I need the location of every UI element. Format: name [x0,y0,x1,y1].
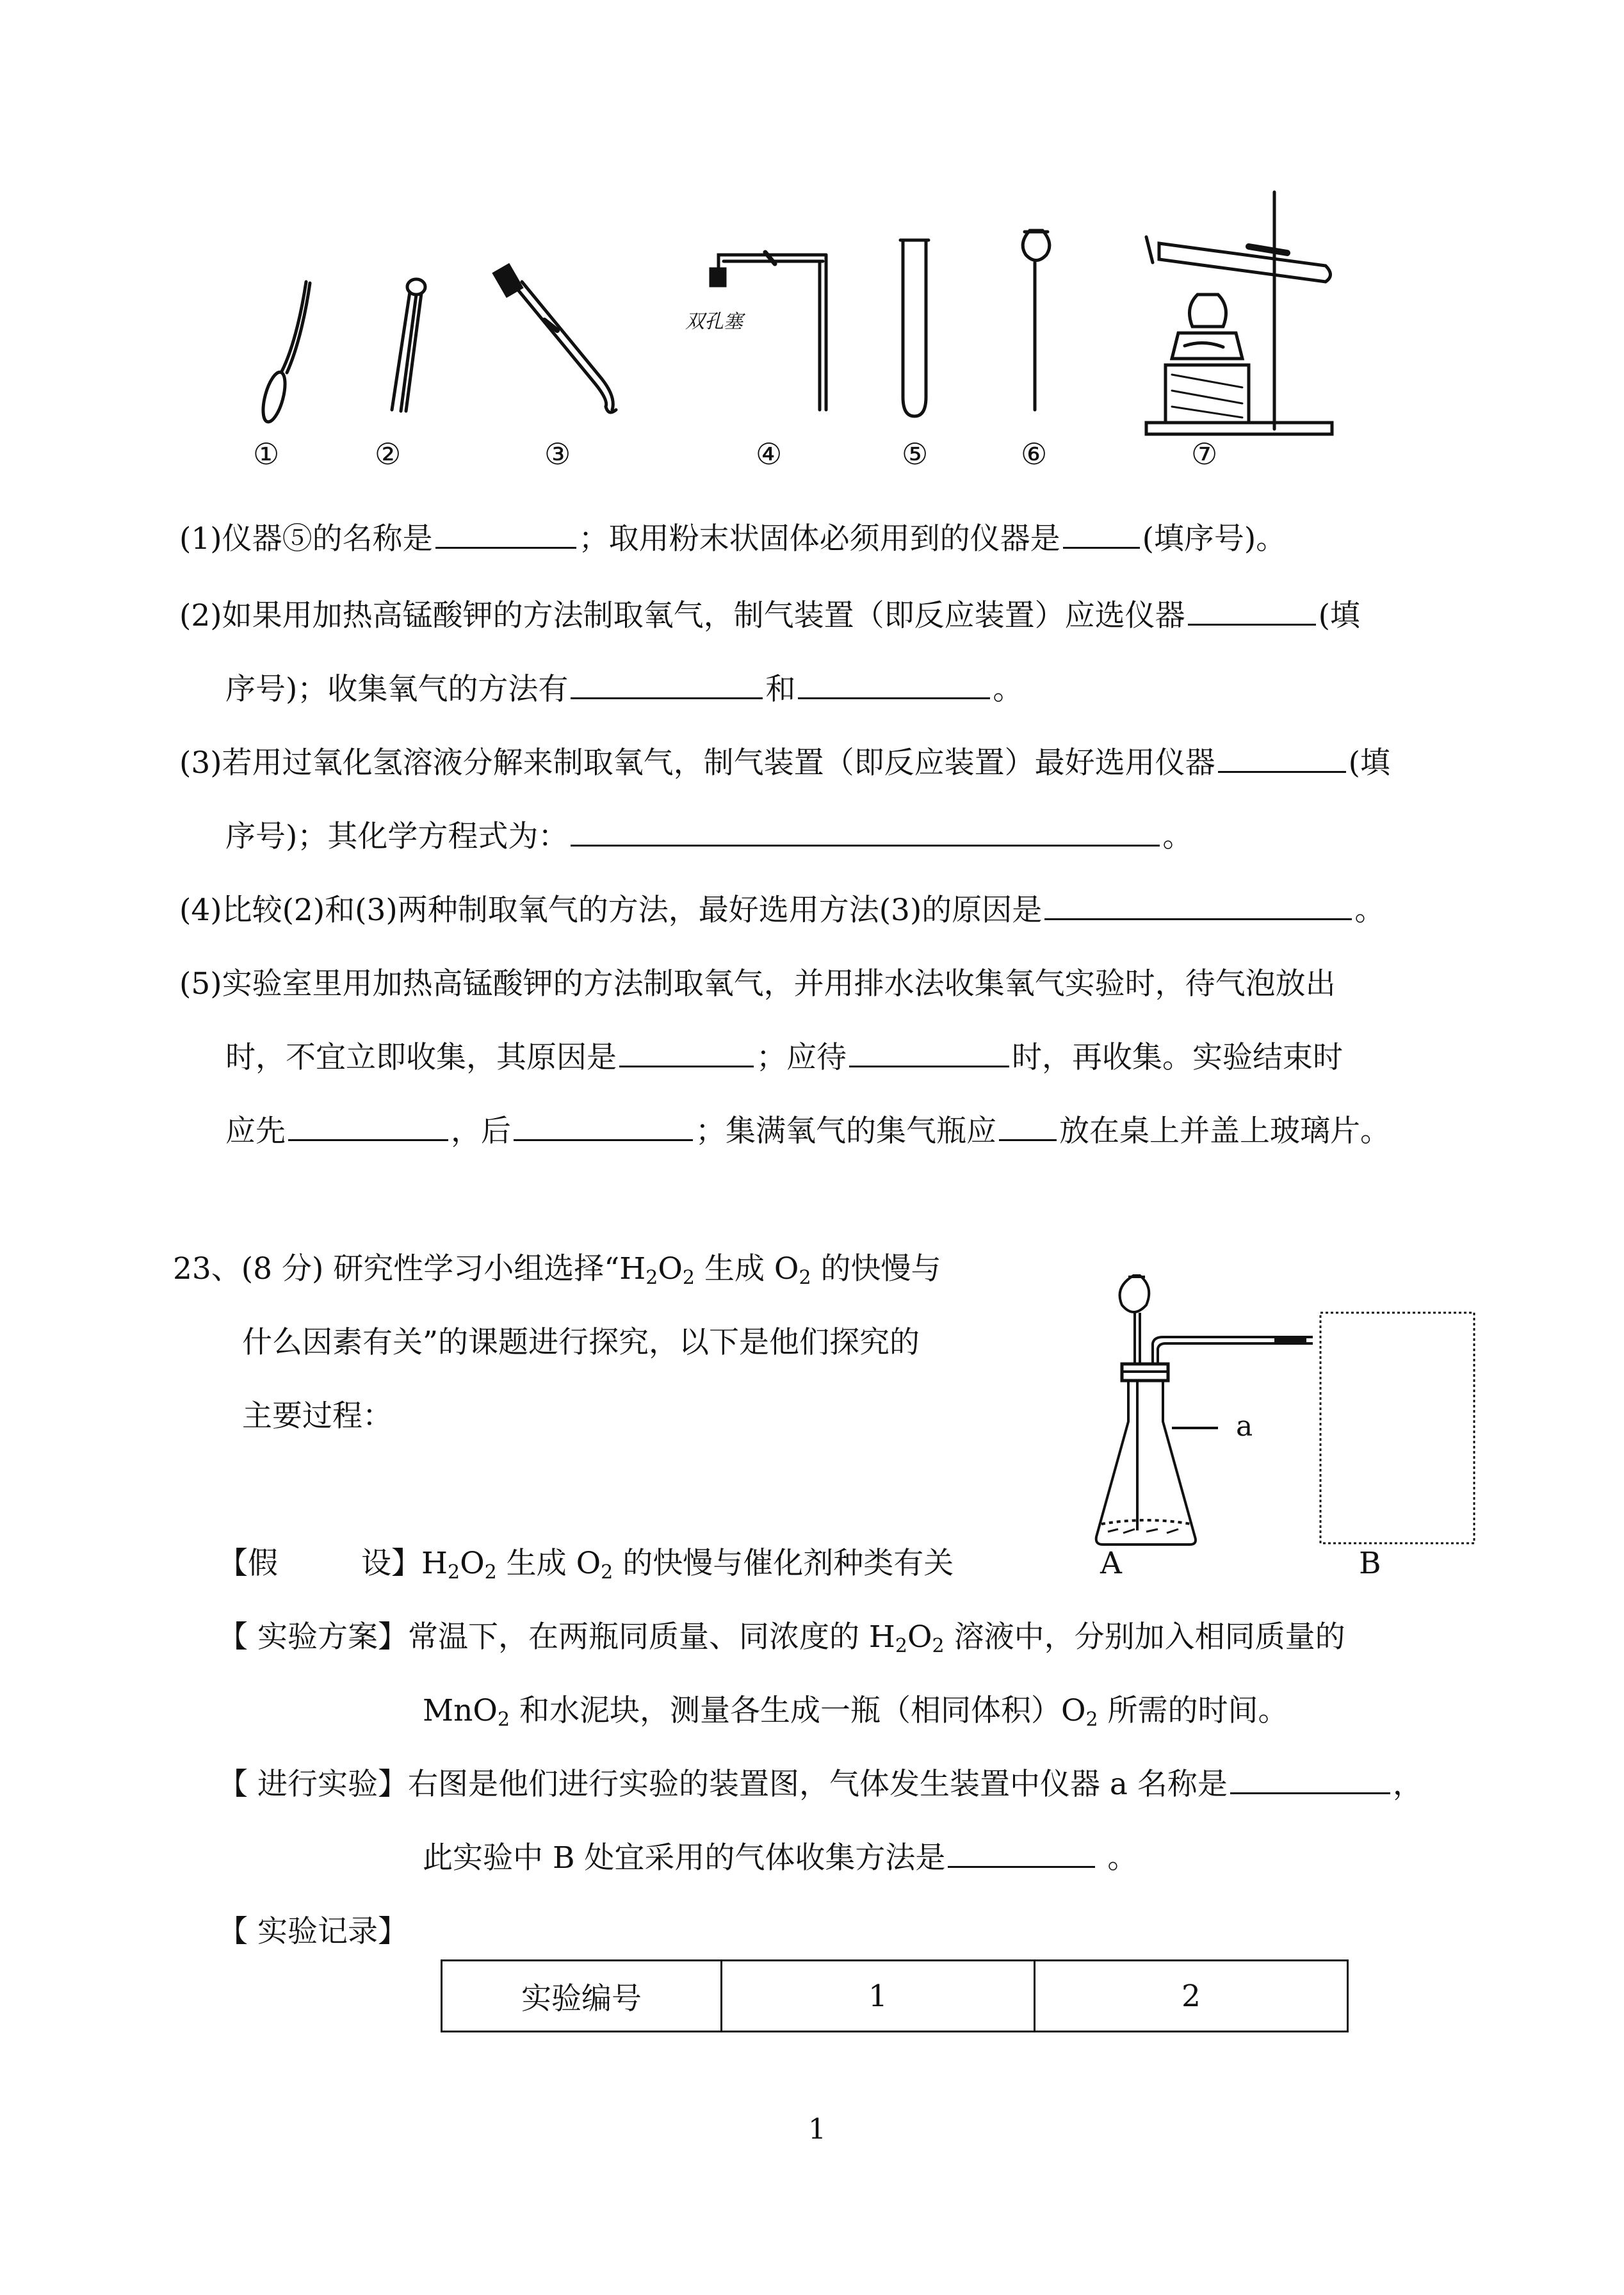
q23-line-3 [242,1396,393,1437]
hypothesis-d: 的快慢与催化剂种类有关 [613,1546,954,1581]
tongs-drawing [392,279,425,411]
spatula-drawing [259,282,310,424]
record-table [441,1959,1349,2032]
instrument-label-3: ③ [544,437,571,471]
q5-blank-3[interactable] [288,1111,448,1141]
q23-sub-1: 2 [646,1267,658,1289]
q1-text-b: ；取用粉末状固体必须用到的仪器是 [578,521,1060,556]
q23-line-1 [173,1249,941,1299]
plan-line-2 [423,1691,1288,1740]
question-2-line-2 [225,669,1023,710]
question-5-line-3 [225,1111,1390,1152]
hypothesis-b: O [460,1546,485,1581]
apparatus-label-a: a [1236,1410,1253,1443]
q2-line2-b: 和 [765,672,796,707]
q3-line1-a: (3)若用过氧化氢溶液分解来制取氧气，制气装置（即反应装置）最好选用仪器 [179,745,1215,781]
q5-line2-c: 时，再收集。实验结束时 [1012,1040,1343,1075]
q2-line2-c: 。 [993,672,1023,707]
q5-line1: (5)实验室里用加热高锰酸钾的方法制取氧气，并用排水法收集氧气实验时，待气泡放出 [179,966,1336,1002]
q3-line1-b: (填 [1348,745,1390,781]
q5-line2-b: ；应待 [756,1040,847,1075]
conical-flask-drawing [1096,1276,1313,1545]
q4-blank[interactable] [1044,890,1352,920]
record-header-cell-1: 实验编号 [442,1961,722,2032]
q5-blank-5[interactable] [999,1111,1057,1141]
question-5-line-1 [179,964,1336,1005]
q2-blank-3[interactable] [798,669,990,699]
q23-line1-c: 生成 O [695,1251,799,1286]
apparatus-figure [1082,1268,1492,1588]
funnel-drawing [1023,231,1050,410]
experiment-blank-2[interactable] [948,1838,1095,1868]
heating-apparatus-drawing [1146,192,1332,434]
q23-line3: 主要过程： [242,1399,393,1434]
page-number: 1 [808,2113,826,2146]
record-header-row [442,1961,1348,2032]
q3-line2-b: 。 [1162,819,1193,854]
apparatus-label-B: B [1359,1546,1381,1581]
experiment-line2-a: 此实验中 B 处宜采用的气体收集方法是 [423,1840,946,1876]
q2-line2-a: 序号)；收集氧气的方法有 [225,672,569,707]
q3-blank-1[interactable] [1218,743,1346,773]
question-5-line-2 [225,1037,1343,1078]
q23-sub-3: 2 [799,1267,811,1289]
plan-sub-3: 2 [497,1708,510,1731]
test-tube-drawing [900,240,929,416]
plan-line-1 [218,1617,1345,1667]
hypothesis-sub-3: 2 [601,1561,613,1584]
q5-line3-a: 应先 [225,1114,286,1149]
record-header-cell-2: 1 [722,1961,1035,2032]
experiment-tag: 【 进行实验】 [218,1767,408,1802]
question-2-line-1 [179,596,1360,637]
experiment-line-1 [218,1764,1423,1805]
plan-line2-b: 和水泥块，测量各生成一瓶（相同体积）O [510,1693,1086,1728]
q3-blank-2[interactable] [571,816,1160,847]
plan-line1-a: 常温下，在两瓶同质量、同浓度的 H [407,1619,895,1655]
experiment-line1-a: 右图是他们进行实验的装置图，气体发生装置中仪器 a 名称是 [407,1767,1228,1802]
instruments-figure [224,179,1364,474]
plan-line2-a: MnO [423,1693,498,1728]
apparatus-label-A: A [1100,1546,1122,1581]
q23-line1-b: O [658,1251,683,1286]
q5-blank-4[interactable] [514,1111,693,1141]
record-tag: 【 实验记录】 [218,1914,408,1949]
hypothesis-sub-1: 2 [448,1561,460,1584]
collection-box-b [1320,1313,1474,1543]
q1-blank-2[interactable] [1063,519,1140,549]
record-header-cell-3: 2 [1035,1961,1348,2032]
q23-line1-a: 23、(8 分) 研究性学习小组选择“H [173,1251,646,1286]
q2-blank-2[interactable] [571,669,763,699]
q5-line3-b: ，后 [451,1114,511,1149]
q5-line3-c: ；集满氧气的集气瓶应 [695,1114,996,1149]
instrument-label-7: ⑦ [1191,437,1218,471]
q5-line3-d: 放在桌上并盖上玻璃片。 [1059,1114,1390,1149]
hypothesis-sub-2: 2 [484,1561,497,1584]
experiment-line2-b: 。 [1098,1840,1138,1876]
hypothesis-a: H [421,1546,448,1581]
plan-sub-1: 2 [895,1635,907,1657]
hypothesis-tag-left: 【假 [218,1546,278,1581]
q4-text-b: 。 [1354,893,1385,928]
instrument-label-1: ① [253,437,280,471]
plan-sub-2: 2 [932,1635,945,1657]
q2-line1-b: (填 [1318,598,1360,633]
plan-tag: 【 实验方案】 [218,1619,408,1655]
q23-sub-2: 2 [682,1267,695,1289]
instrument-label-5: ⑤ [902,437,929,471]
q1-text-c: (填序号)。 [1142,521,1287,556]
plan-sub-4: 2 [1085,1708,1098,1731]
question-1 [179,519,1286,560]
hypothesis-tag-right: 设】 [361,1546,421,1581]
experiment-line1-b: ， [1392,1767,1423,1802]
q23-line-2 [242,1322,920,1363]
q1-text-a: (1)仪器⑤的名称是 [179,521,433,556]
instrument-label-4: ④ [756,437,783,471]
plan-line2-c: 所需的时间。 [1098,1693,1288,1728]
q2-line1-a: (2)如果用加热高锰酸钾的方法制取氧气，制气装置（即反应装置）应选仪器 [179,598,1185,633]
q23-line1-d: 的快慢与 [811,1251,941,1286]
question-3-line-1 [179,743,1390,784]
hypothesis-line [218,1543,954,1593]
bent-tube-drawing [494,265,616,412]
instrument-label-6: ⑥ [1021,437,1048,471]
instrument-4-caption: 双孔塞 [685,311,743,333]
plan-line1-c: 溶液中，分别加入相同质量的 [944,1619,1345,1655]
q23-line2: 什么因素有关”的课题进行探究，以下是他们探究的 [242,1325,920,1360]
q1-blank-1[interactable] [435,519,576,549]
q4-text-a: (4)比较(2)和(3)两种制取氧气的方法，最好选用方法(3)的原因是 [179,893,1043,928]
q5-line2-a: 时，不宜立即收集，其原因是 [225,1040,617,1075]
experiment-line-2 [423,1838,1137,1879]
hypothesis-c: 生成 O [496,1546,601,1581]
question-4 [179,890,1384,931]
plan-line1-b: O [907,1619,932,1655]
q5-blank-2[interactable] [849,1037,1009,1067]
instrument-label-2: ② [375,437,402,471]
q3-line2-a: 序号)；其化学方程式为： [225,819,569,854]
experiment-blank-1[interactable] [1230,1764,1390,1794]
question-3-line-2 [225,816,1192,857]
q2-blank-1[interactable] [1188,596,1316,626]
q5-blank-1[interactable] [619,1037,754,1067]
